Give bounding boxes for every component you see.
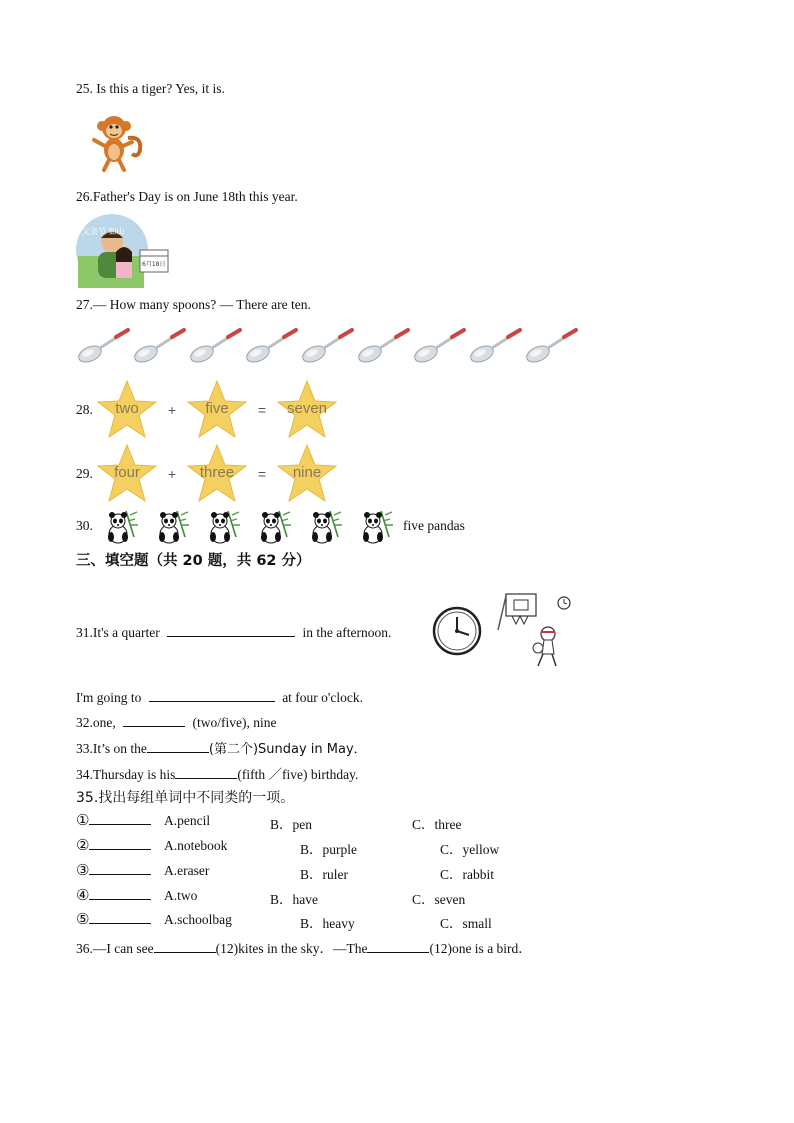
question-36-part-2: (12)kites in the sky．—The xyxy=(215,941,368,956)
question-34 xyxy=(76,763,358,783)
choice-row xyxy=(76,886,157,904)
spoon-image xyxy=(244,326,300,366)
question-33 xyxy=(76,738,367,757)
star-word: two xyxy=(115,400,139,417)
star-card xyxy=(186,380,248,440)
question-36-part-1: 36.—I can see xyxy=(76,941,154,956)
option-c: C．small xyxy=(440,916,492,931)
panda-row xyxy=(104,507,394,545)
option-a: A.two xyxy=(164,888,198,903)
circle-number: ③ xyxy=(76,861,90,879)
question-31-text-before: 31.It's a quarter xyxy=(76,625,160,640)
clock-image xyxy=(432,606,482,656)
answer-blank[interactable] xyxy=(367,939,429,953)
circle-number: ② xyxy=(76,836,90,854)
question-27: 27.— How many spoons? — There are ten. xyxy=(76,297,311,312)
calendar-text: 6月18日 xyxy=(142,261,166,268)
monkey-image xyxy=(88,110,146,176)
panda-image xyxy=(359,507,395,545)
equals-sign: = xyxy=(257,466,267,482)
question-34-after: (fifth ／five) birthday. xyxy=(237,767,359,782)
option-b: B．pen xyxy=(270,817,312,832)
question-36-part-3: (12)one is a bird． xyxy=(429,941,532,956)
question-32-after: (two/five), nine xyxy=(192,715,277,730)
answer-blank[interactable] xyxy=(147,739,209,753)
spoon-image xyxy=(524,326,580,366)
question-32-before: 32.one, xyxy=(76,715,116,730)
question-31-text-after: in the afternoon. xyxy=(302,625,392,640)
panda-image xyxy=(308,507,344,545)
question-35-title: 35.找出每组单词中不同类的一项。 xyxy=(76,790,295,806)
answer-blank[interactable] xyxy=(89,836,151,850)
option-c: C．rabbit xyxy=(440,867,494,882)
option-a: A.eraser xyxy=(164,863,210,878)
option-b: B．purple xyxy=(300,842,357,857)
plus-sign: + xyxy=(167,402,177,418)
answer-blank[interactable] xyxy=(167,623,295,637)
poster-text: 父亲节 如山 xyxy=(82,227,125,236)
star-card xyxy=(276,380,338,440)
question-26: 26.Father's Day is on June 18th this year. xyxy=(76,189,298,204)
answer-blank[interactable] xyxy=(175,765,237,779)
spoon-image xyxy=(188,326,244,366)
panda-image xyxy=(155,507,191,545)
spoon-image xyxy=(356,326,412,366)
spoon-image xyxy=(468,326,524,366)
star-word: four xyxy=(114,464,140,481)
question-29-number: 29. xyxy=(76,466,93,481)
answer-blank[interactable] xyxy=(89,886,151,900)
question-36 xyxy=(76,937,532,957)
option-b: B．have xyxy=(270,892,318,907)
panda-image xyxy=(104,507,140,545)
answer-blank[interactable] xyxy=(89,811,151,825)
star-word: seven xyxy=(286,400,328,417)
question-29-equation xyxy=(96,444,338,504)
spoon-image xyxy=(132,326,188,366)
question-31 xyxy=(76,623,391,641)
choice-row xyxy=(76,836,157,854)
question-28-equation xyxy=(96,380,338,440)
star-card xyxy=(186,444,248,504)
plus-sign: + xyxy=(167,466,177,482)
answer-blank[interactable] xyxy=(89,861,151,875)
choice-row xyxy=(76,811,157,829)
option-c: C．three xyxy=(412,817,462,832)
question-30-number: 30. xyxy=(76,518,93,533)
question-33-after: (第二个)Sunday in May． xyxy=(208,742,367,757)
star-word: three xyxy=(199,464,235,481)
choice-row xyxy=(76,910,157,928)
option-b: B．ruler xyxy=(300,867,348,882)
basketball-boy-image xyxy=(494,592,578,672)
fathers-day-image xyxy=(76,212,170,288)
panda-image xyxy=(206,507,242,545)
question-25: 25. Is this a tiger? Yes, it is. xyxy=(76,81,225,96)
option-a: A.notebook xyxy=(164,838,228,853)
option-a: A.pencil xyxy=(164,813,211,828)
spoon-row xyxy=(76,326,586,366)
question-30-answer: five pandas xyxy=(403,518,465,533)
option-c: C．yellow xyxy=(440,842,500,857)
star-word: nine xyxy=(292,464,322,481)
option-b: B．heavy xyxy=(300,916,355,931)
panda-image xyxy=(257,507,293,545)
question-32 xyxy=(76,713,276,731)
circle-number: ④ xyxy=(76,886,90,904)
answer-blank[interactable] xyxy=(149,688,275,702)
circle-number: ① xyxy=(76,811,90,829)
section-heading: 三、填空题（共 20 题，共 62 分） xyxy=(76,553,311,569)
question-31-line-2-before: I'm going to xyxy=(76,690,142,705)
equals-sign: = xyxy=(257,402,267,418)
answer-blank[interactable] xyxy=(154,939,216,953)
question-33-before: 33.It’s on the xyxy=(76,741,147,756)
star-word: five xyxy=(205,400,229,417)
circle-number: ⑤ xyxy=(76,910,90,928)
answer-blank[interactable] xyxy=(89,910,151,924)
option-c: C．seven xyxy=(412,892,466,907)
answer-blank[interactable] xyxy=(123,713,185,727)
question-28-number: 28. xyxy=(76,402,93,417)
spoon-image xyxy=(300,326,356,366)
question-31-line-2 xyxy=(76,688,363,706)
star-card xyxy=(276,444,338,504)
question-31-line-2-after: at four o'clock. xyxy=(282,690,363,705)
star-card xyxy=(96,444,158,504)
option-a: A.schoolbag xyxy=(164,912,232,927)
question-34-before: 34.Thursday is his xyxy=(76,767,176,782)
star-card xyxy=(96,380,158,440)
spoon-image xyxy=(76,326,132,366)
choice-row xyxy=(76,861,157,879)
spoon-image xyxy=(412,326,468,366)
